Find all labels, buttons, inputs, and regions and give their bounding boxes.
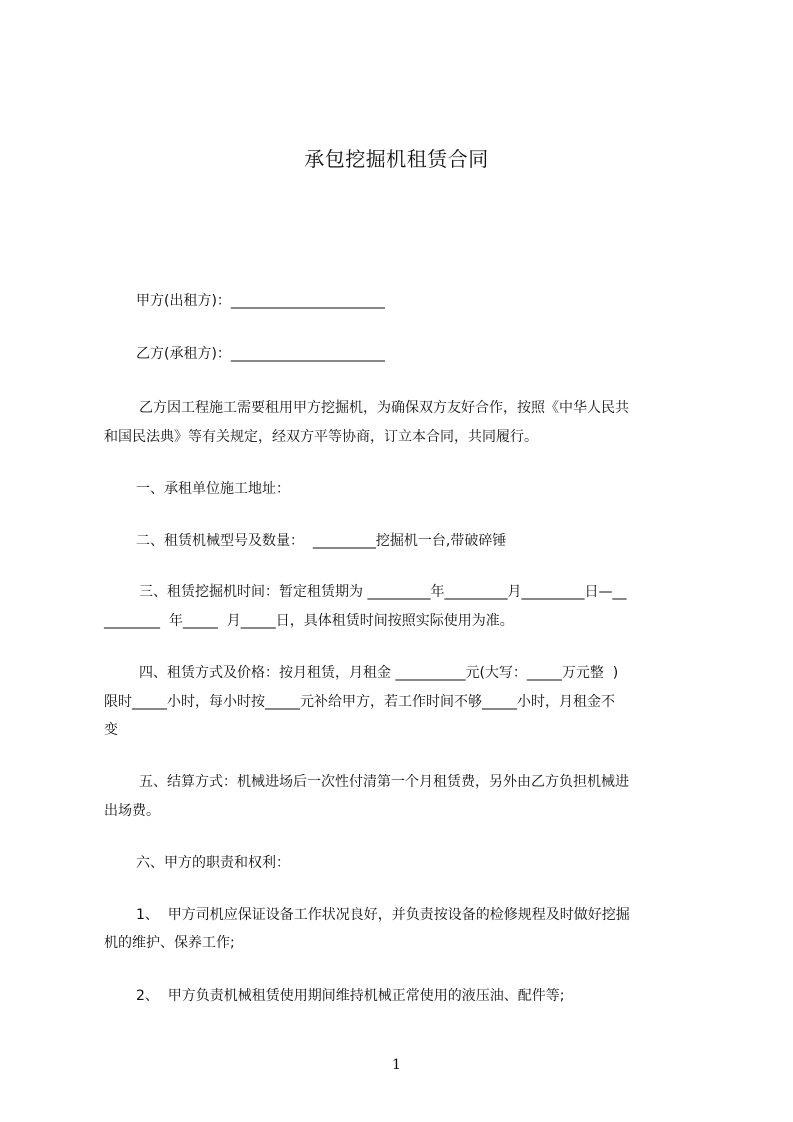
section-6-item-1-line-1: 1、 甲方司机应保证设备工作状况良好，并负责按设备的检修规程及时做好挖掘 — [136, 907, 630, 923]
section-2-line: 二、租赁机械型号及数量： _________挖掘机一台,带破碎锤 — [136, 533, 507, 549]
party-a-line: 甲方(出租方)：______________________ — [136, 293, 385, 309]
intro-line-1: 乙方因工程施工需要租用甲方挖掘机，为确保双方友好合作，按照《中华人民共 — [139, 400, 629, 416]
section-5-line-2: 出场费。 — [104, 803, 160, 819]
page-number: 1 — [392, 1057, 401, 1073]
intro-line-2: 和国民法典》等有关规定，经双方平等协商，订立本合同，共同履行。 — [104, 429, 538, 445]
section-3-line-2: ________ 年_____ 月_____日，具体租赁时间按照实际使用为准。 — [104, 613, 514, 629]
section-5-line-1: 五、结算方式：机械进场后一次性付清第一个月租赁费，另外由乙方负担机械进 — [139, 774, 629, 790]
section-4-line-3: 变 — [104, 722, 118, 738]
party-b-line: 乙方(承租方)：______________________ — [136, 346, 385, 362]
section-6-item-2-line: 2、 甲方负责机械租赁使用期间维持机械正常使用的液压油、配件等; — [136, 988, 565, 1004]
section-4-line-1: 四、租赁方式及价格：按月租赁，月租金 __________元(大写：_____万元整 ) — [139, 665, 619, 681]
document-title: 承包挖掘机租赁合同 — [304, 147, 489, 171]
section-6-heading: 六、甲方的职责和权利： — [136, 855, 290, 871]
section-3-line-1: 三、租赁挖掘机时间：暂定租赁期为 _________年_________月_________日—__ — [139, 584, 627, 600]
section-6-item-1-line-2: 机的维护、保养工作; — [104, 935, 235, 951]
section-4-line-2: 限时_____小时，每小时按_____元补给甲方，若工作时间不够_____小时，月租金不 — [104, 694, 615, 710]
section-1-heading: 一、承租单位施工地址： — [136, 481, 290, 497]
